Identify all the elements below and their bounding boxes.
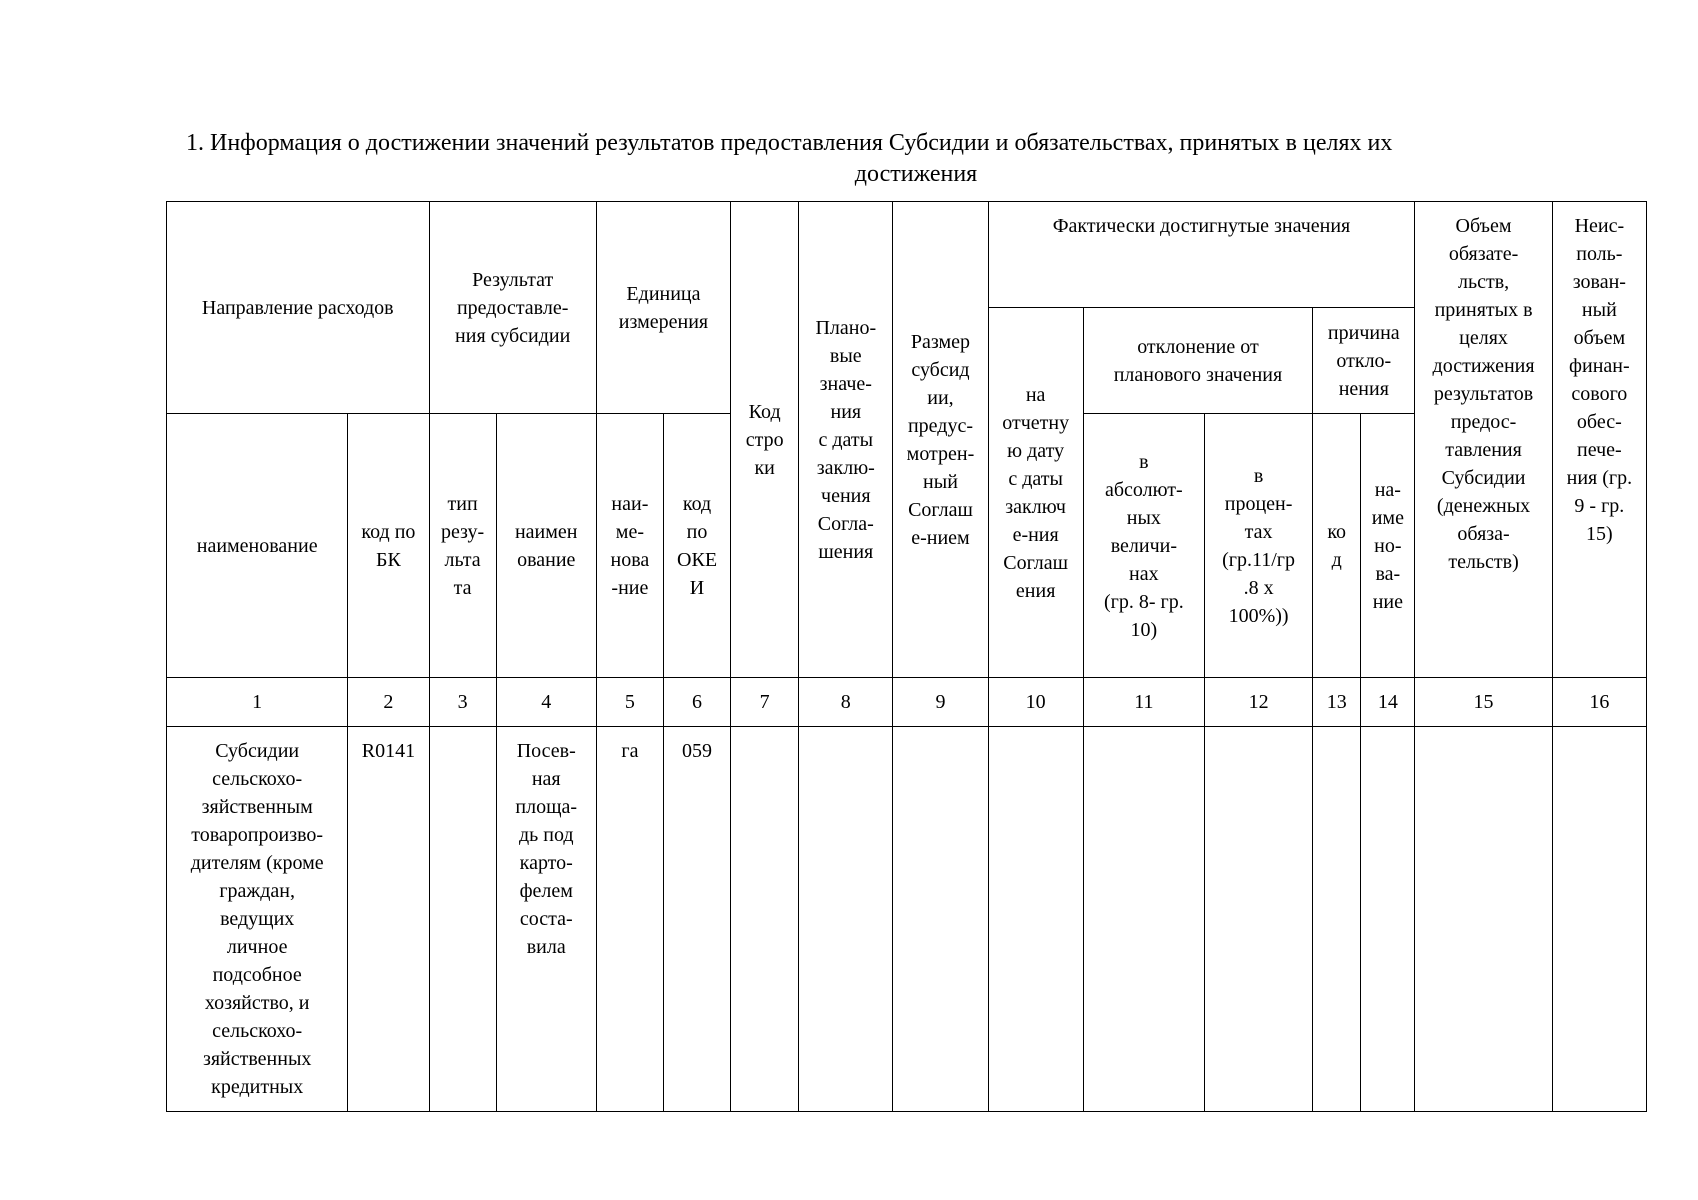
column-number: 16 — [1552, 678, 1646, 727]
cell-unit-name: га — [596, 727, 663, 1112]
cell-unused-volume — [1552, 727, 1646, 1112]
cell-bk-code: R0141 — [348, 727, 429, 1112]
header-on-report-date: на отчетну ю дату с даты заключ е-ния Соглаш ения — [988, 308, 1083, 678]
header-unit: Единица измерения — [596, 202, 730, 414]
cell-result-type — [429, 727, 496, 1112]
cell-subsidy-size — [893, 727, 988, 1112]
column-numbers-row — [167, 678, 1647, 727]
column-number: 11 — [1083, 678, 1204, 727]
report-table — [166, 201, 1647, 1112]
cell-reason-code — [1313, 727, 1361, 1112]
column-number: 4 — [496, 678, 596, 727]
header-unused-volume: Неис- поль- зован- ный объем финан- сового обес- пече- ния (гр. 9 - гр. 15) — [1552, 202, 1646, 678]
column-number: 9 — [893, 678, 988, 727]
cell-abs-values — [1083, 727, 1204, 1112]
header-result-type: тип резу- льта та — [429, 414, 496, 678]
column-number: 5 — [596, 678, 663, 727]
column-number: 14 — [1361, 678, 1415, 727]
title-line-1: 1. Информация о достижении значений результатов предоставления Субсидии и обязательствах, принятых в целях их — [186, 130, 1393, 156]
column-number: 2 — [348, 678, 429, 727]
header-reason-name: на- име но- ва- ние — [1361, 414, 1415, 678]
header-reason-code: ко д — [1313, 414, 1361, 678]
column-number: 6 — [663, 678, 730, 727]
title-line-2: достижения — [854, 161, 978, 187]
column-number: 13 — [1313, 678, 1361, 727]
header-plan-values: Плано- вые значе- ния с даты заклю- чения Согла- шения — [799, 202, 893, 678]
cell-reason-name — [1361, 727, 1415, 1112]
cell-on-report-date — [988, 727, 1083, 1112]
header-okei-code: код по ОКЕ И — [663, 414, 730, 678]
table-row — [167, 727, 1647, 1112]
document-title — [166, 128, 1666, 190]
header-result-name: наимен ование — [496, 414, 596, 678]
header-volume-obligations: Объем обязате- льств, принятых в целях достижения результатов предос- тавления Субсидии (денежных обяза- тельств) — [1415, 202, 1552, 678]
header-bk-code: код по БК — [348, 414, 429, 678]
header-reason: причина откло- нения — [1313, 308, 1415, 414]
column-number: 8 — [799, 678, 893, 727]
header-actual-values: Фактически достигнутые значения — [988, 202, 1415, 308]
cell-plan-values — [799, 727, 893, 1112]
column-number: 12 — [1204, 678, 1312, 727]
column-number: 7 — [731, 678, 799, 727]
cell-volume-obligations — [1415, 727, 1552, 1112]
header-row-code: Код стро ки — [731, 202, 799, 678]
header-name: наименование — [167, 414, 348, 678]
cell-result-name: Посев- ная площа- дь под карто- фелем соста- вила — [496, 727, 596, 1112]
cell-name: Субсидии сельскохо- зяйственным товаропроизво- дителям (кроме граждан, ведущих личное подсобное хозяйство, и сельскохо- зяйственных кредитных — [167, 727, 348, 1112]
header-percent: в процен- тах (гр.11/гр .8 x 100%)) — [1204, 414, 1312, 678]
cell-okei-code: 059 — [663, 727, 730, 1112]
column-number: 15 — [1415, 678, 1552, 727]
header-unit-name: наи- ме- нова -ние — [596, 414, 663, 678]
header-subsidy-size: Размер субсид ии, предус- мотрен- ный Соглаш е-нием — [893, 202, 988, 678]
header-row-1 — [167, 202, 1647, 308]
header-result: Результат предоставле- ния субсидии — [429, 202, 596, 414]
header-direction: Направление расходов — [167, 202, 430, 414]
column-number: 10 — [988, 678, 1083, 727]
header-abs-values: в абсолют- ных величи- нах (гр. 8- гр. 10) — [1083, 414, 1204, 678]
header-deviation: отклонение от планового значения — [1083, 308, 1312, 414]
cell-percent — [1204, 727, 1312, 1112]
cell-row-code — [731, 727, 799, 1112]
column-number: 3 — [429, 678, 496, 727]
column-number: 1 — [167, 678, 348, 727]
